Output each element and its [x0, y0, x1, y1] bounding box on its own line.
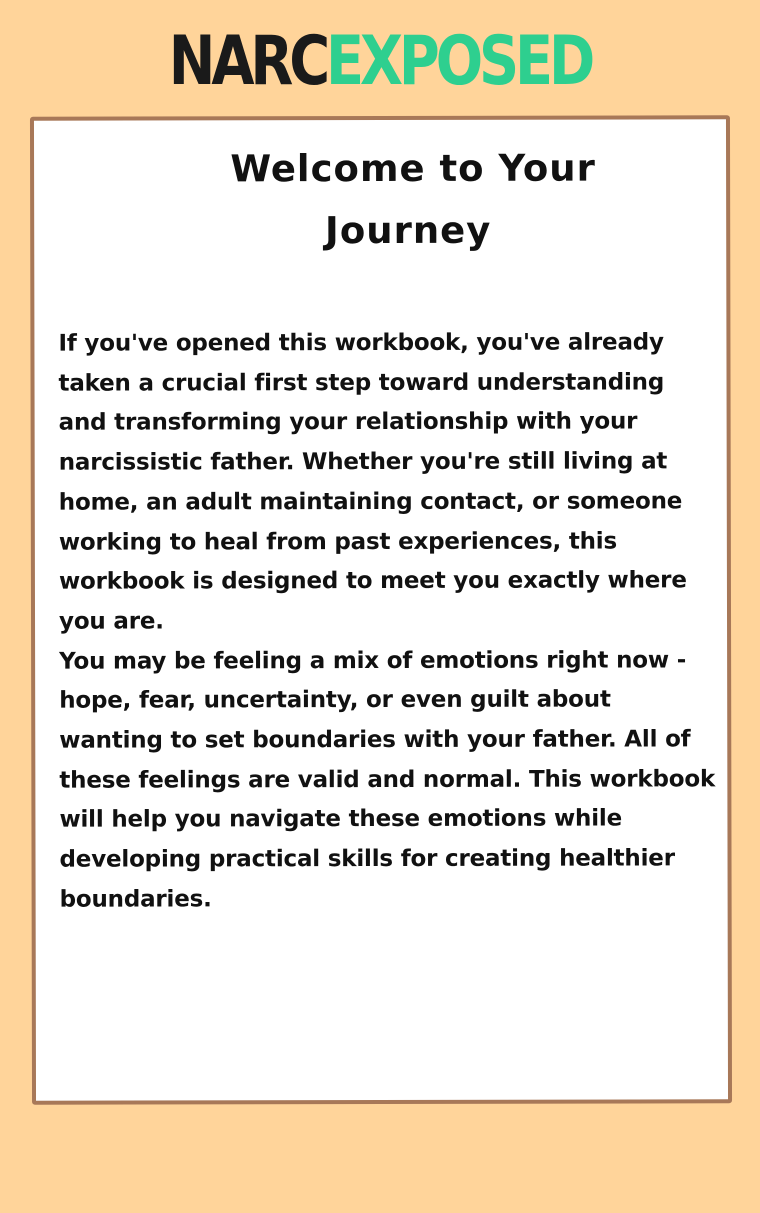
brand-logo [68, 22, 691, 101]
logo-text-narc: NARC [168, 22, 327, 101]
body-text [58, 323, 719, 920]
logo-text-exposed: EXPOSED [326, 22, 592, 101]
paragraph-intro: If you've opened this workbook, you've already taken a crucial first step toward understanding and transforming your relationship with your narcissistic father. Whether you're still living at home, an adult maintaining contact, or someone working to heal from past experiences, this workbook is designed to meet you exactly where you are. [58, 329, 687, 635]
page-title [34, 137, 726, 262]
page-title-line-2: Journey [324, 208, 492, 253]
content-card [30, 115, 732, 1104]
page-title-line-1: Welcome to Your [230, 146, 596, 191]
paragraph-emotions: You may be feeling a mix of emotions right now - hope, fear, uncertainty, or even guilt about wanting to set boundaries with your father. All of these feelings are valid and normal. This workbook will help you navigate these emotions while developing practical skills for creating healthier boundaries. [59, 646, 716, 913]
